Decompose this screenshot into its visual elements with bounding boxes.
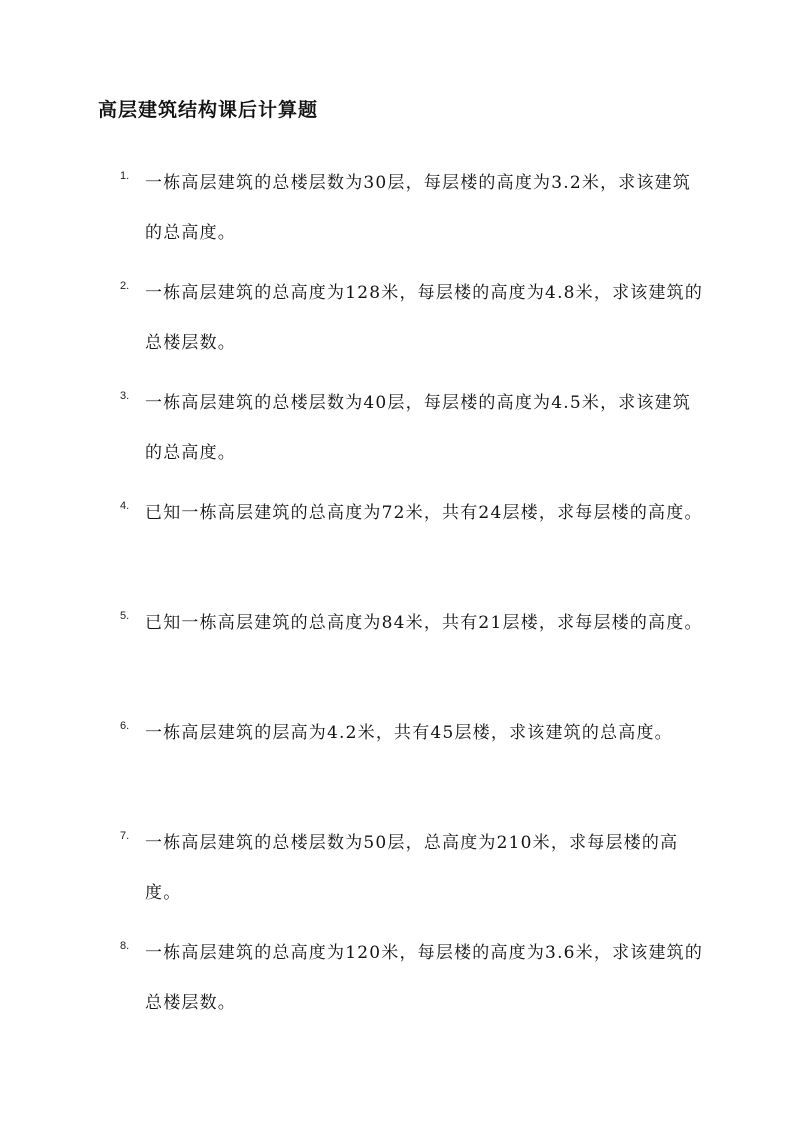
document-title: 高层建筑结构课后计算题 <box>98 99 319 121</box>
question-item <box>0 598 800 708</box>
question-text: 一栋高层建筑的总楼层数为40层，每层楼的高度为4.5米，求该建筑的总高度。 <box>145 393 692 463</box>
question-number: 2. <box>120 280 130 292</box>
question-item <box>0 488 800 598</box>
question-number: 6. <box>120 720 130 732</box>
question-number: 3. <box>120 390 130 402</box>
question-text: 已知一栋高层建筑的总高度为84米，共有21层楼，求每层楼的高度。 <box>145 613 703 633</box>
question-item <box>0 818 800 928</box>
question-text: 一栋高层建筑的总高度为120米，每层楼的高度为3.6米，求该建筑的总楼层数。 <box>145 943 704 1013</box>
question-text: 一栋高层建筑的总楼层数为50层，总高度为210米，求每层楼的高度。 <box>145 833 679 903</box>
question-text: 一栋高层建筑的层高为4.2米，共有45层楼，求该建筑的总高度。 <box>145 723 673 743</box>
question-number: 8. <box>120 940 130 952</box>
question-text: 一栋高层建筑的总高度为128米，每层楼的高度为4.8米，求该建筑的总楼层数。 <box>145 283 704 353</box>
question-number: 4. <box>120 500 130 512</box>
question-number: 5. <box>120 610 130 622</box>
question-number: 7. <box>120 830 130 842</box>
question-number: 1. <box>120 170 130 182</box>
question-item <box>0 928 800 1038</box>
question-text: 已知一栋高层建筑的总高度为72米，共有24层楼，求每层楼的高度。 <box>145 503 703 523</box>
question-item <box>0 378 800 488</box>
question-text: 一栋高层建筑的总楼层数为30层，每层楼的高度为3.2米，求该建筑的总高度。 <box>145 173 692 243</box>
question-item <box>0 708 800 818</box>
question-item <box>0 158 800 268</box>
question-item <box>0 268 800 378</box>
question-list <box>0 158 800 1038</box>
